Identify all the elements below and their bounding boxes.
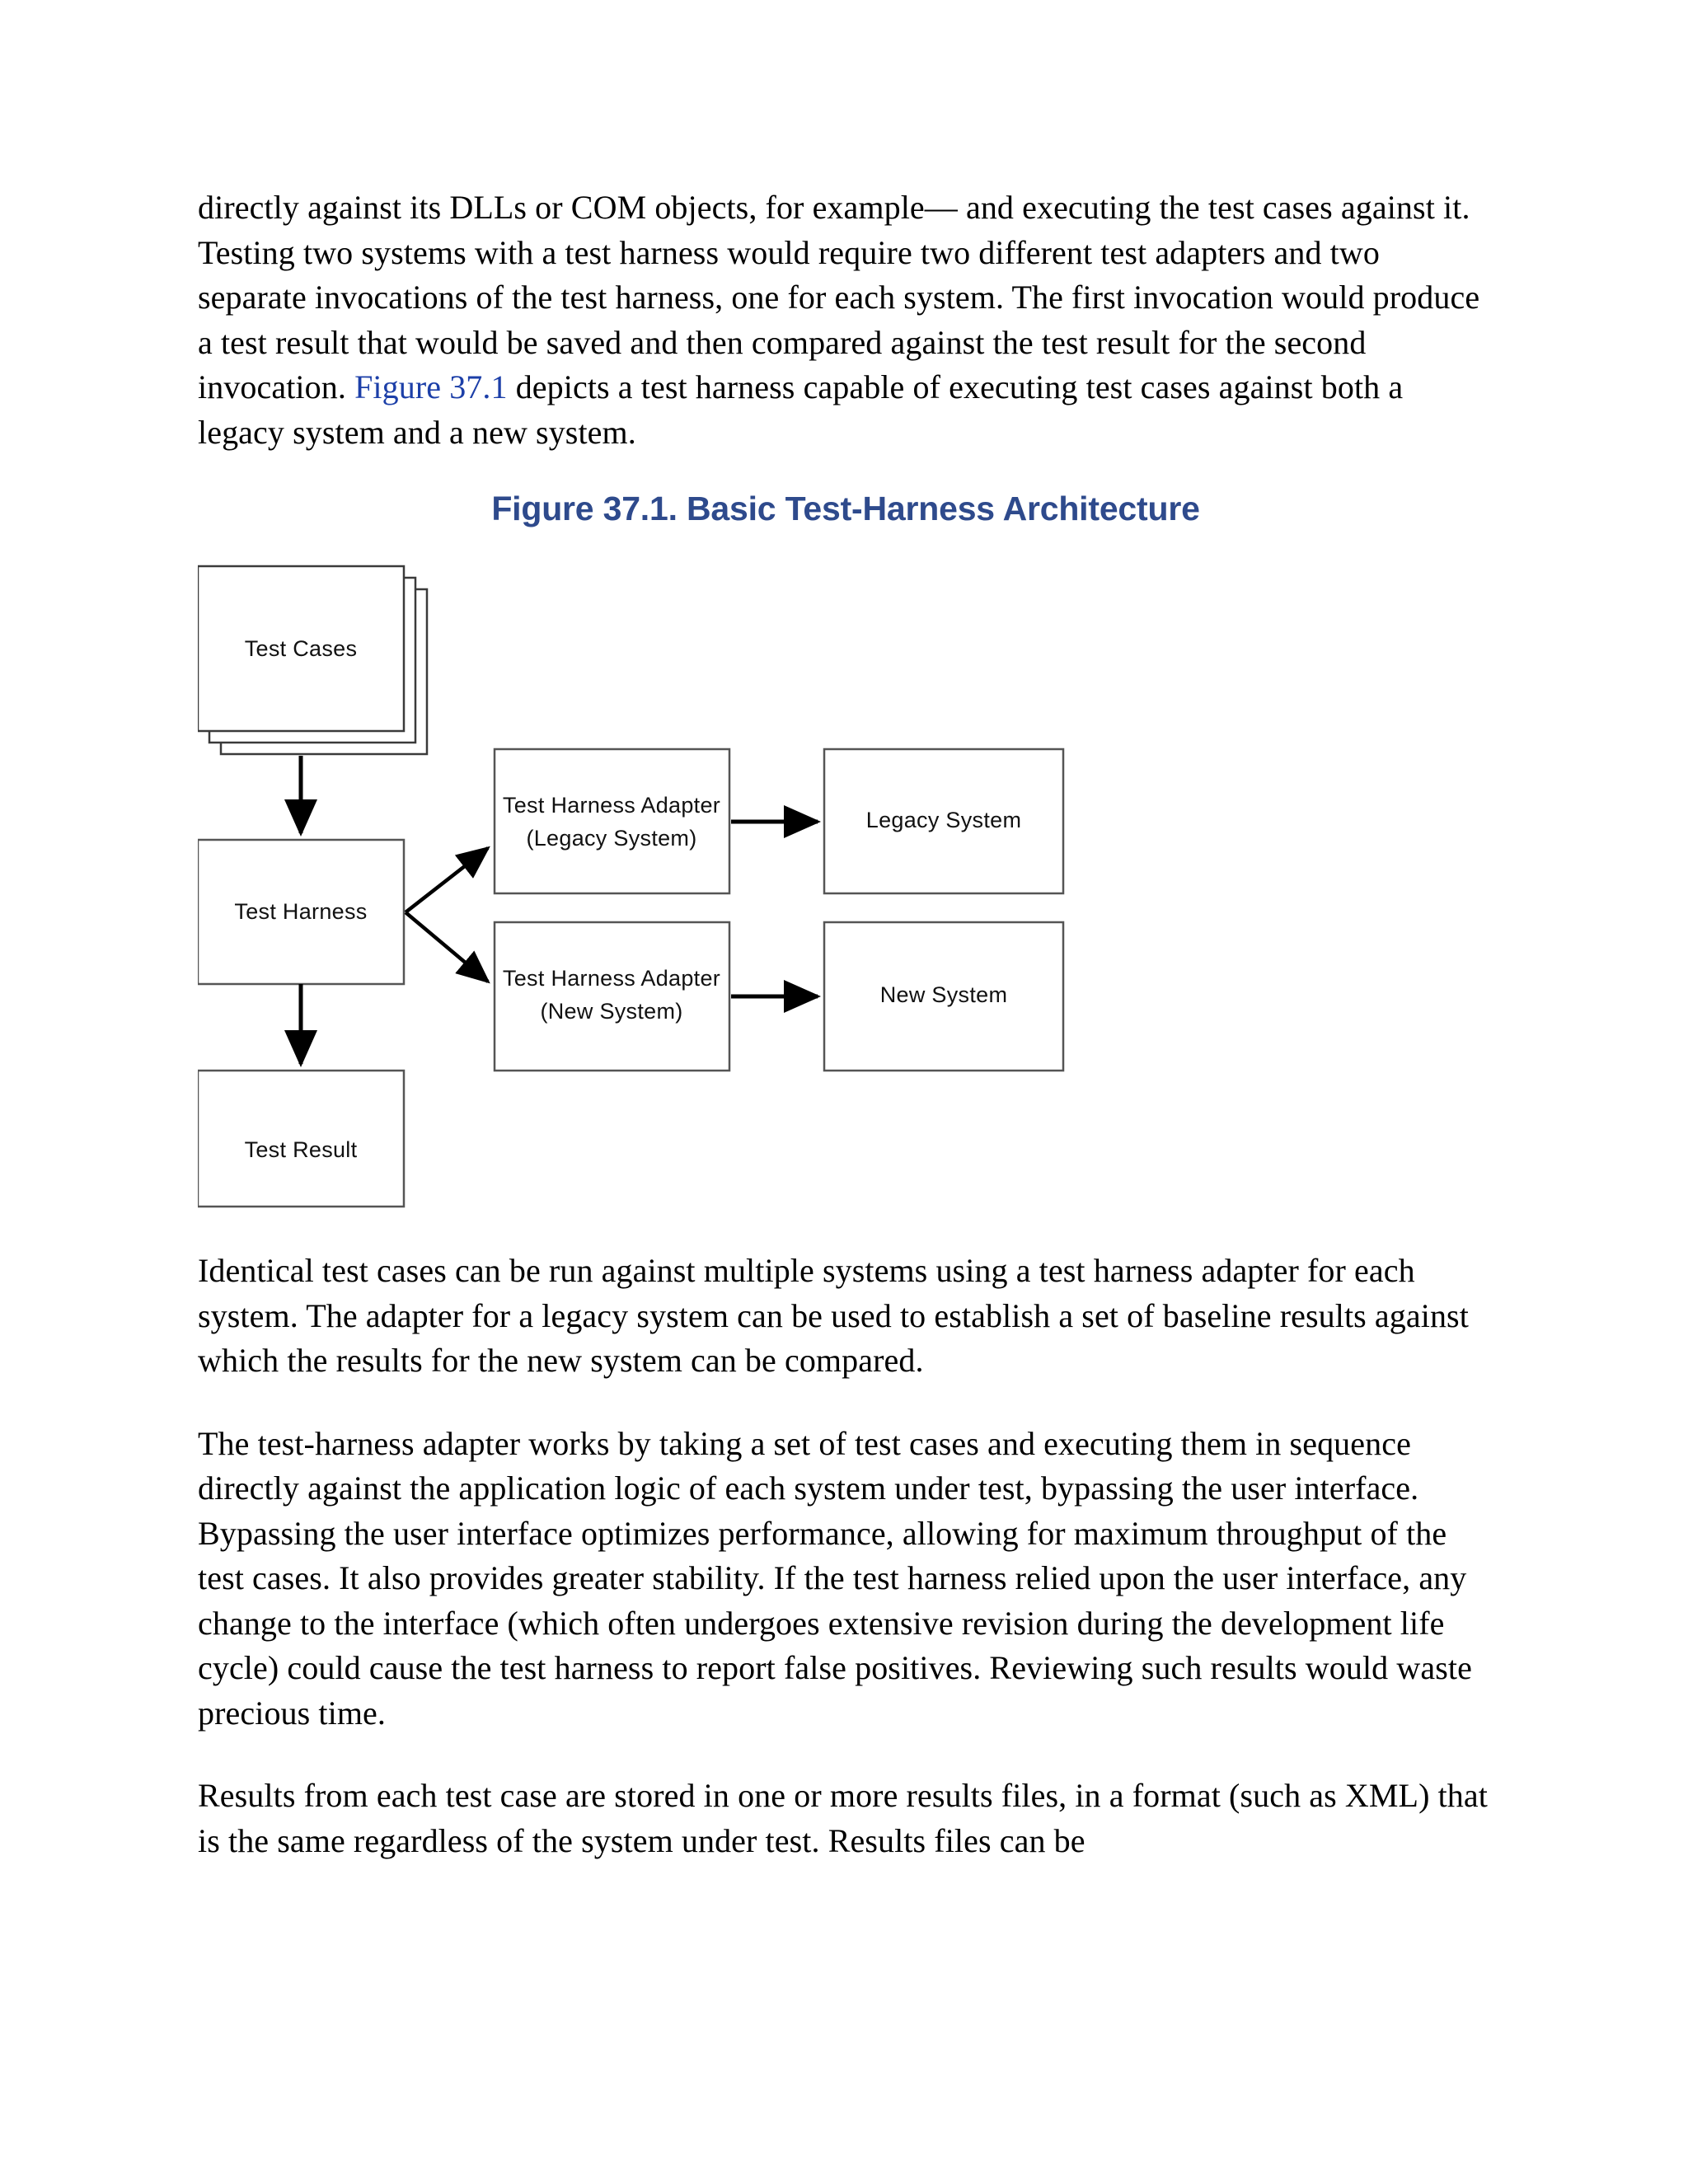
figure-block <box>198 490 1493 1212</box>
test-result-label: Test Result <box>244 1137 358 1163</box>
new-system-label: New System <box>879 982 1008 1008</box>
page-content <box>198 185 1493 1863</box>
adapter-legacy-label-line1: Test Harness Adapter <box>502 793 721 818</box>
spacer-after-figure <box>198 1212 1493 1249</box>
paragraph-results-files: Results from each test case are stored in one or more results files, in a format (such as XML) that is the same regardless of the system under test. Results files can be <box>198 1777 1488 1859</box>
figure-caption: Figure 37.1. Basic Test-Harness Architecture <box>491 490 1200 527</box>
edge-test-harness-to-adapter-new <box>406 912 488 982</box>
adapter-new-label-line2: (New System) <box>540 999 683 1024</box>
legacy-system-label: Legacy System <box>865 808 1022 833</box>
spacer-3 <box>198 1736 1493 1774</box>
paragraph-intro-part1: directly against its DLLs or COM objects, for example— and executing the test cases against it. Testing two systems with a test harness would require two different test adapters and two separate invocations of the test harness, one for each system. The first invocation would produce a test result that would be saved and then compared against the test result for the second invocation. <box>198 189 1480 405</box>
node-test-harness <box>198 840 404 984</box>
adapter-legacy-label-line2: (Legacy System) <box>526 826 697 851</box>
adapter-legacy-box <box>495 749 729 893</box>
figure-diagram <box>198 553 1493 1212</box>
test-harness-label: Test Harness <box>234 899 368 925</box>
edge-test-harness-to-adapter-legacy <box>406 848 488 912</box>
spacer-before-figure <box>198 455 1493 490</box>
paragraph-intro <box>198 185 1493 455</box>
adapter-new-label-line1: Test Harness Adapter <box>502 966 721 991</box>
adapter-new-box <box>495 922 729 1071</box>
node-test-result <box>198 1071 404 1207</box>
node-new-system <box>824 922 1063 1071</box>
test-harness-architecture-diagram <box>198 553 1493 1212</box>
node-test-cases <box>198 566 427 754</box>
paragraph-intro-part2: depicts a test harness capable of executing test cases against both a legacy system and a new system. <box>198 368 1404 451</box>
node-adapter-legacy <box>495 749 729 893</box>
node-adapter-new <box>495 922 729 1071</box>
paragraph-adapter-works: The test-harness adapter works by taking a set of test cases and executing them in sequence directly against the application logic of each system under test, bypassing the user interface. Bypassing the user interface optimizes performance, allowing for maximum throughput of the test cases. It also provides greater stability. If the test harness relied upon the user interface, any change to the interface (which often undergoes extensive revision during the development life cycle) could cause the test harness to report false positives. Reviewing such results would waste precious time. <box>198 1424 1472 1732</box>
spacer-2 <box>198 1384 1493 1422</box>
figure-cross-reference-link[interactable]: Figure 37.1 <box>354 368 508 405</box>
paragraph-identical-test-cases: Identical test cases can be run against multiple systems using a test harness adapter for each system. The adapter for a legacy system can be used to establish a set of baseline results against which the results for the new system can be compared. <box>198 1252 1469 1379</box>
node-legacy-system <box>824 749 1063 893</box>
test-cases-label: Test Cases <box>244 636 358 662</box>
